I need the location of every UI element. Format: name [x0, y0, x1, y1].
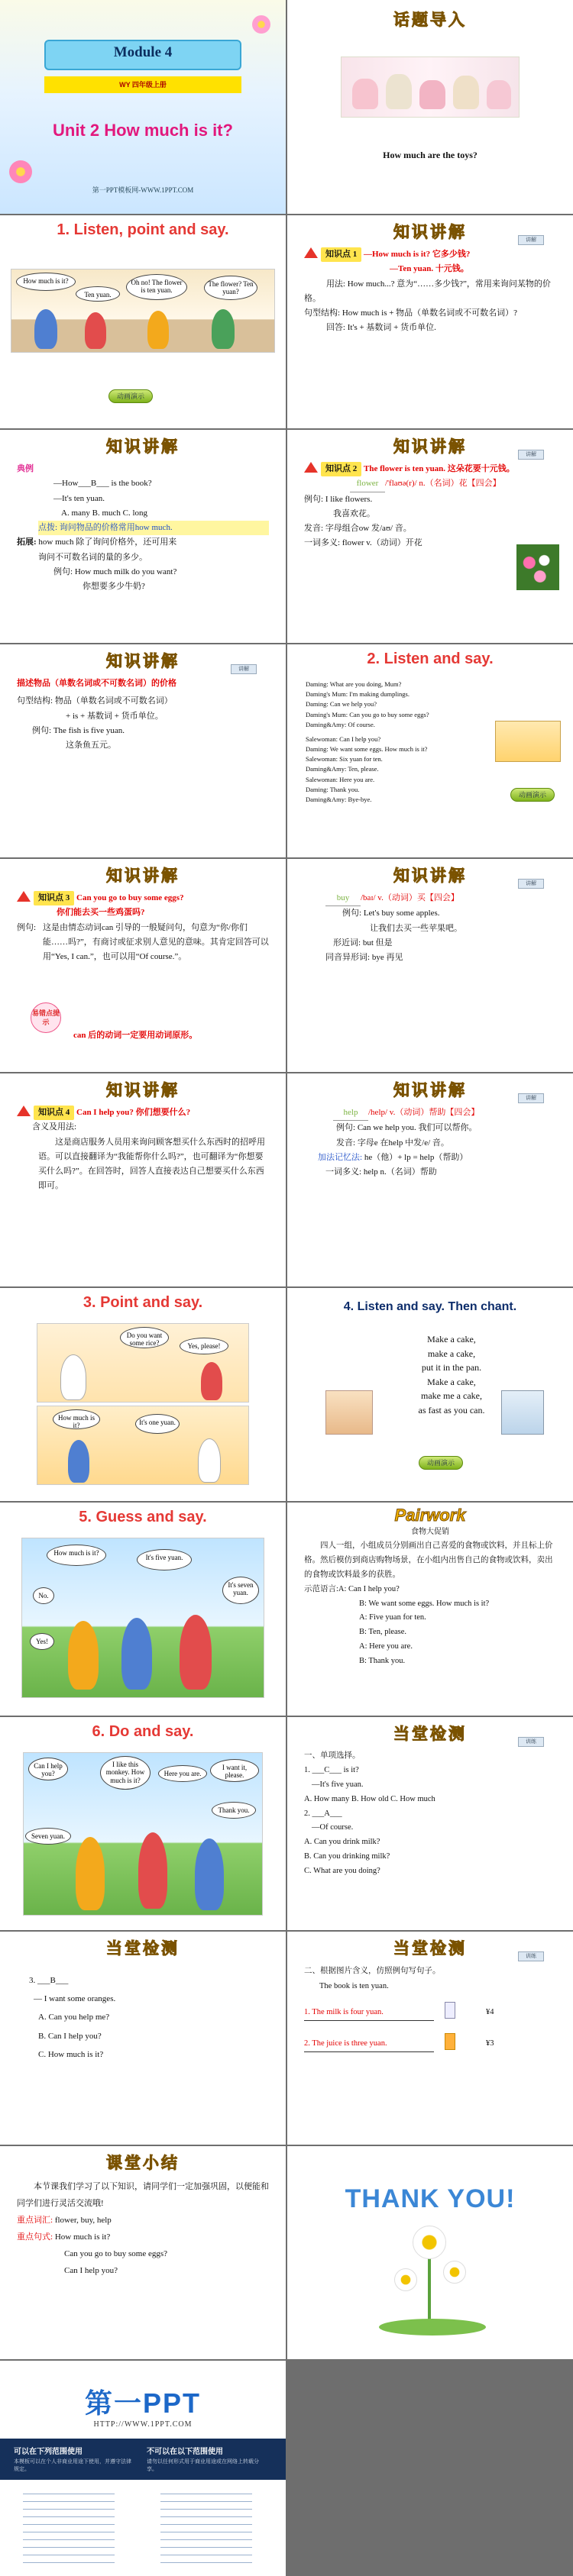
character-figure [68, 1440, 89, 1483]
slide-heading: 课堂小结 [106, 2155, 180, 2172]
knowledge-point-label: 知识点 4 [34, 1106, 74, 1120]
slide-heading: 2. Listen and say. [367, 650, 494, 667]
explain-tag: 讲解 [518, 1093, 544, 1103]
slide-thank-you [287, 2146, 573, 2359]
slide-vocab-buy [287, 859, 573, 1072]
example-cn: 这条鱼五元。 [66, 741, 116, 750]
question-3: 3. ___B___ [29, 1976, 69, 1985]
example-label: 例句: [342, 909, 362, 918]
slide-heading: 5. Guess and say. [79, 1509, 207, 1525]
slide-knowledge-1 [287, 215, 573, 428]
key-words-text: flower, buy, help [54, 2216, 112, 2225]
character-figure [212, 309, 235, 349]
structure-line-1: 物品（单数名词或不可数名词） [54, 696, 173, 706]
answer-1: 1. The milk is four yuan. [304, 2005, 434, 2021]
explain-tag: 讲解 [518, 450, 544, 460]
polysemy-text: flower v.（动词）开花 [342, 538, 422, 548]
speech-bubble: Yes, please! [180, 1338, 228, 1354]
key-sentence: The flower is ten yuan. 这朵花要十元钱。 [364, 464, 515, 473]
example-text: 这是由情态动词can 引导的一般疑问句，句意为“你/你们能……吗?”，有商讨或征求别人意见的意味。其肯定回答可以用“Yes, I can.”，也可以用“Of course.”。 [43, 922, 269, 961]
question-2-option-c: C. What are you doing? [304, 1867, 380, 1876]
tip-badge: 易错点提示 [31, 1002, 61, 1033]
module-label: Module 4 [113, 44, 173, 60]
juice-icon [445, 2033, 455, 2050]
question-2: 2. ___A___ [304, 1809, 342, 1818]
pronunciation-label: 发音: [336, 1138, 356, 1148]
activity-desc: 四人一组，小组成员分别画出自己喜爱的食物或饮料，并且标上价格。然后模仿到商店购物场景，在小组内出售自己的食物或饮料，卖出的食物或饮料最多的获胜。 [304, 1541, 553, 1579]
comic-scene [23, 1752, 263, 1916]
grass-base [379, 2319, 486, 2336]
speech-bubble: Yes! [30, 1633, 54, 1650]
question-1-response: —It's five yuan. [312, 1780, 364, 1789]
flower-icon [9, 160, 32, 183]
character-figure [147, 311, 169, 349]
slide-knowledge-example [0, 430, 286, 643]
question-2-option-a: A. Can you drink milk? [304, 1838, 380, 1847]
knowledge-point-label: 知识点 3 [34, 891, 74, 905]
dialogue-line: Daming&Amy: Ten, please. [306, 765, 379, 773]
example-cn: 让我们去买一些苹果吧。 [370, 923, 462, 933]
dialogue-line: Daming's Mum: Can you go to buy some eggs? [306, 710, 429, 718]
character-figure [198, 1438, 221, 1483]
dialogue-line: make a cake, [427, 1348, 476, 1359]
memory-label: 加法记忆法: [318, 1152, 363, 1162]
example-2-en: How much milk do you want? [74, 567, 177, 576]
structure-line-2: + is + 基数词 + 货币单位。 [66, 711, 163, 721]
dialogue-line: B: Thank you. [359, 1657, 406, 1666]
slide-heading: 当堂检测 [106, 1940, 180, 1958]
vocab-phonetic: /'flaʊə(r)/ n.（名词）花【四会】 [385, 479, 501, 489]
illustration [495, 721, 561, 762]
key-sentence-1: How much is it? [54, 2232, 111, 2242]
dialogue-line: B: We want some eggs. How much is it? [359, 1599, 490, 1608]
speech-bubble: It's seven yuan. [222, 1577, 259, 1604]
slide-heading: 6. Do and say. [92, 1723, 194, 1740]
option-c: C. How much is it? [38, 2049, 104, 2059]
dialogue-line: B: Ten, please. [359, 1628, 407, 1637]
example-en: The fish is five yuan. [53, 725, 125, 735]
option-a: A. Can you help me? [38, 2013, 110, 2022]
slide-heading: 知识讲解 [106, 653, 180, 670]
comic-panel-top [37, 1323, 249, 1403]
slide-heading: 3. Point and say. [83, 1294, 203, 1311]
level-badge: WY 四年级上册 [44, 76, 241, 93]
slide-heading: 知识讲解 [106, 1082, 180, 1099]
dialogue-line: Salewoman: Can I help you? [306, 734, 381, 743]
thank-you-text: THANK YOU! [345, 2184, 516, 2213]
slide-quiz-3 [287, 1932, 573, 2145]
key-sentences-label: 重点句式: [17, 2232, 53, 2242]
slide-summary [0, 2146, 286, 2359]
slide-guess-and-say [0, 1503, 286, 1716]
toy-icon [487, 80, 511, 109]
example-en: Can we help you. 我们可以帮你。 [357, 1123, 478, 1133]
pronunciation-text: 字母e 在help 中发/e/ 音。 [357, 1138, 449, 1148]
slide-do-and-say [0, 1717, 286, 1930]
character-figure [121, 1618, 152, 1690]
toys-photo [341, 56, 520, 118]
speech-bubble: Ten yuan. [76, 286, 120, 302]
dialogue-line: A: Can I help you? [338, 1584, 400, 1593]
extension-label: 拓展: [17, 537, 37, 547]
dialogue-line: Daming: Thank you. [306, 785, 360, 793]
speech-bubble: I want it, please. [210, 1759, 259, 1782]
dialogue-line: Daming: Can we help you? [306, 700, 377, 709]
demo-dialogue [304, 1597, 556, 1669]
dialogue-line: Salewoman: Here you are. [306, 775, 375, 783]
similar-text: but 但是 [362, 938, 393, 947]
section-head: 二、根据图片含义，仿照例句写句子。 [304, 1967, 441, 1975]
slide-title [0, 0, 286, 214]
question-1: 1. ___C___ is it? [304, 1765, 359, 1774]
speech-bubble: It's five yuan. [137, 1549, 192, 1570]
character-figure [34, 309, 57, 349]
flower-icon [252, 15, 270, 34]
slide-knowledge-4 [0, 1073, 286, 1286]
flower-icon [394, 2268, 417, 2291]
meaning-label: 含义及用法: [32, 1122, 77, 1132]
speech-bubble: How much is it? [47, 1545, 106, 1566]
dialogue-line: make me a cake, [421, 1390, 482, 1402]
toy-icon [386, 74, 412, 109]
answer-label: 回答: [325, 323, 345, 333]
milk-icon [445, 2002, 455, 2019]
polysemy-text: help n.（名词）帮助 [363, 1167, 437, 1177]
character-figure [60, 1354, 86, 1400]
speech-bubble: How much is it? [16, 273, 76, 291]
homophone-text: bye 再见 [371, 953, 403, 962]
answer-text: It's + 基数词 + 货币单位. [347, 323, 436, 333]
dialogue-line: Daming: We want some eggs. How much is it? [306, 745, 428, 754]
slide-heading: 知识讲解 [106, 438, 180, 456]
question-answer: —It's ten yuan. [53, 493, 105, 503]
slide-heading: 4. Listen and say. Then chant. [343, 1300, 517, 1313]
price-1: ¥4 [486, 2007, 494, 2016]
toy-icon [419, 80, 445, 109]
question-line: —How___B___ is the book? [53, 479, 152, 489]
example-cn: 我喜欢花。 [333, 508, 375, 518]
slide-heading: 当堂检测 [393, 1940, 467, 1958]
training-tag: 训练 [518, 1951, 544, 1961]
character-figure [76, 1837, 105, 1910]
dialogue-line: Daming&Amy: Bye-bye. [306, 795, 372, 803]
comic-panel-bottom [37, 1406, 249, 1485]
dialogue-line: A: Five yuan for ten. [359, 1613, 426, 1622]
slide-knowledge-3 [0, 859, 286, 1072]
toy-icon [453, 76, 479, 109]
example-en: I like flowers. [325, 494, 373, 504]
dialogue-line: Daming's Mum: I'm making dumplings. [306, 690, 410, 699]
unit-title: Unit 2 How much is it? [53, 121, 233, 140]
explain-tag: 讲解 [518, 879, 544, 889]
slide-knowledge-2 [287, 430, 573, 643]
speech-bubble: Can I help you? [28, 1758, 68, 1780]
warning-triangle-icon [304, 462, 318, 473]
explain-tag: 讲解 [518, 235, 544, 245]
question-2-response: —Of course. [312, 1823, 354, 1832]
character-figure [68, 1621, 99, 1690]
character-figure [201, 1362, 222, 1400]
vocab-phonetic: /baɪ/ v.（动词）买【四会】 [361, 893, 459, 902]
animation-demo-button[interactable]: 动画演示 [419, 1456, 463, 1470]
key-sentence: —How much is it? 它多少钱? [364, 250, 471, 259]
slide-heading: 知识讲解 [393, 224, 467, 241]
example-label: 例句: [336, 1123, 356, 1133]
question-3-response: — I want some oranges. [34, 1994, 116, 2004]
memory-text: he（他）+ lp = help（帮助） [364, 1152, 468, 1162]
slide-quiz-1 [287, 1717, 573, 1930]
section-head: 一、单项选择。 [304, 1751, 361, 1760]
activity-title: 食物大促销 [411, 1528, 449, 1536]
slide-heading: Pairwork [394, 1506, 466, 1525]
homophone-label: 同音异形词: [325, 953, 371, 962]
training-tag: 训练 [518, 1737, 544, 1747]
dialogue-line: Salewoman: Six yuan for ten. [306, 755, 383, 763]
photo-caption: How much are the toys? [383, 150, 478, 160]
comic-scene [21, 1538, 264, 1698]
example-label: 例句: [17, 922, 37, 932]
speech-bubble: Thank you. [212, 1802, 256, 1819]
usage-label: 用法: [325, 279, 345, 289]
slide-heading: 知识讲解 [393, 438, 467, 456]
extension-text-2: 询问不可数名词的量的多少。 [38, 552, 147, 562]
example-label: 例句: [32, 725, 52, 735]
tip-text: 点拨: 询问物品的价格常用how much. [38, 521, 269, 535]
speech-bubble: I like this monkey. How much is it? [100, 1756, 151, 1790]
vocab-word: flower [350, 476, 385, 492]
slide-pairwork [287, 1503, 573, 1716]
vocab-word: help [333, 1106, 368, 1121]
allowed-heading: 可以在下列范围使用 [14, 2448, 83, 2456]
site-logo: 第一PPT [84, 2387, 201, 2419]
slide-point-and-say [0, 1288, 286, 1501]
example-sentence: The book is ten yuan. [319, 1981, 389, 1990]
dialogue-line: Make a cake, [427, 1376, 476, 1387]
illustration [325, 1390, 373, 1435]
key-words-label: 重点词汇: [17, 2216, 53, 2225]
knowledge-point-label: 知识点 1 [321, 247, 361, 262]
dialogue-line: as fast as you can. [418, 1404, 485, 1416]
slide-knowledge-price [0, 644, 286, 857]
vocab-phonetic: /help/ v.（动词）帮助【四会】 [368, 1108, 480, 1117]
forbidden-text: 请勿以任何形式用于商业用途或在网络上转载分享。 [147, 2458, 259, 2472]
polysemy-label: 一词多义: [304, 538, 341, 548]
slide-heading: 1. Listen, point and say. [57, 221, 229, 238]
summary-intro: 本节课我们学习了以下知识，请同学们一定加强巩固，以便能和同学们进行灵活交流哦! [17, 2182, 269, 2208]
character-figure [180, 1615, 212, 1690]
structure-text: How much is + 物品（单数名词或不可数名词）? [342, 308, 518, 318]
dialogue-box [306, 680, 489, 805]
demo-label: 示范语言: [304, 1584, 338, 1593]
usage-text: How much...? 意为“……多少钱?”，常用来询问某物的价格。 [304, 279, 551, 303]
speech-bubble: Do you want some rice? [120, 1327, 169, 1348]
flower-icon [443, 2261, 466, 2284]
speech-bubble: Here you are. [158, 1765, 207, 1782]
example-en: Let's buy some apples. [363, 909, 440, 918]
question-2-option-b: B. Can you drinking milk? [304, 1852, 390, 1861]
structure-label: 句型结构: [304, 308, 341, 318]
toy-icon [352, 79, 378, 109]
link-list [23, 2489, 115, 2565]
site-url: HTTP://WWW.1PPT.COM [93, 2420, 193, 2429]
question-1-options: A. How many B. How old C. How much [304, 1794, 435, 1803]
key-sentence-2: Can you go to buy some eggs? [64, 2249, 168, 2258]
speech-bubble: Oh no! The flower is ten yuan. [126, 274, 187, 300]
character-figure [85, 312, 106, 349]
flower-icon [413, 2226, 446, 2259]
option-b: B. Can I help you? [38, 2031, 102, 2041]
slide-heading: 知识讲解 [106, 867, 180, 885]
key-sentence: Can you go to buy some eggs? [76, 893, 184, 902]
key-sentence: Can I help you? 你们想要什么? [76, 1108, 191, 1117]
meaning-text: 这是商店服务人员用来询问顾客想买什么东西时的招呼用语。可以直接翻译为“我能帮你什么吗?”，也可翻译为“你想要买什么吗?”。在回答时，回答人直接表达自己想要买什么东西即可。 [38, 1137, 265, 1191]
options: A. many B. much C. long [61, 508, 148, 518]
character-figure [138, 1832, 167, 1909]
forbidden-heading: 不可以在以下范围使用 [147, 2448, 223, 2456]
key-answer: —Ten yuan. 十元钱。 [390, 264, 469, 274]
slide-chant [287, 1288, 573, 1501]
character-figure [195, 1838, 224, 1910]
speech-bubble: No. [33, 1587, 54, 1604]
pronunciation-text: 字母组合ow 发/aʊ/ 音。 [325, 524, 412, 533]
similar-label: 形近词: [333, 938, 361, 947]
slide-topic-intro [287, 0, 573, 214]
slide-listen-point-say [0, 215, 286, 428]
example-2-cn: 你想要多少牛奶? [83, 582, 145, 591]
speech-bubble: Seven yuan. [25, 1828, 71, 1845]
example-label: 典例 [17, 464, 34, 473]
key-sentence-3: Can I help you? [64, 2266, 118, 2275]
chant-lyrics [410, 1332, 494, 1418]
dialogue-line: Daming&Amy: Of course. [306, 720, 375, 728]
warning-triangle-icon [304, 247, 318, 258]
polysemy-label: 一词多义: [325, 1167, 362, 1177]
slide-heading: 当堂检测 [393, 1725, 467, 1743]
explain-tag: 讲解 [231, 664, 257, 674]
extension-text-1: how much 除了询问价格外，还可用来 [38, 537, 177, 547]
slide-heading: 话题导入 [393, 11, 467, 29]
tip-text: can 后的动词一定要用动词原形。 [73, 1031, 198, 1040]
slide-template-info [0, 2361, 286, 2576]
example-label: 例句: [304, 494, 324, 504]
structure-label: 句型结构: [17, 696, 53, 706]
slide-listen-and-say [287, 644, 573, 857]
slide-heading: 知识讲解 [393, 1082, 467, 1099]
knowledge-point-label: 知识点 2 [321, 462, 361, 476]
flower-photo [516, 544, 559, 590]
slide-heading: 知识讲解 [393, 867, 467, 885]
speech-bubble: How much is it? [53, 1409, 100, 1429]
allowed-text: 本模板可以在个人非商业用途下使用，并遵守法律规定。 [14, 2458, 131, 2472]
answer-2: 2. The juice is three yuan. [304, 2036, 434, 2052]
animation-demo-button[interactable]: 动画演示 [108, 389, 153, 403]
vocab-word: buy [325, 891, 361, 906]
price-2: ¥3 [486, 2039, 494, 2048]
dialogue-line: Daming: What are you doing, Mum? [306, 680, 402, 688]
key-sentence-cn: 你们能去买一些鸡蛋吗? [57, 908, 145, 918]
comic-scene [11, 269, 275, 353]
site-label: 第一PPT模板网-WWW.1PPT.COM [92, 186, 194, 194]
link-list [160, 2489, 252, 2565]
section-head: 描述物品（单数名词或不可数名词）的价格 [17, 679, 176, 688]
speech-bubble: It's one yuan. [135, 1414, 180, 1434]
illustration [501, 1390, 544, 1435]
slide-quiz-2 [0, 1932, 286, 2145]
slide-vocab-help [287, 1073, 573, 1286]
speech-bubble: The flower? Ten yuan? [204, 276, 257, 300]
example-2-label: 例句: [53, 567, 73, 576]
warning-triangle-icon [17, 891, 31, 902]
empty-area [287, 2361, 573, 2576]
dialogue-line: Make a cake, [427, 1334, 476, 1344]
dialogue-line: A: Here you are. [359, 1642, 413, 1651]
pronunciation-label: 发音: [304, 524, 324, 533]
warning-triangle-icon [17, 1106, 31, 1116]
links-panel [0, 2480, 286, 2576]
animation-demo-button[interactable]: 动画演示 [510, 788, 555, 802]
dialogue-line: put it in the pan. [421, 1362, 482, 1374]
